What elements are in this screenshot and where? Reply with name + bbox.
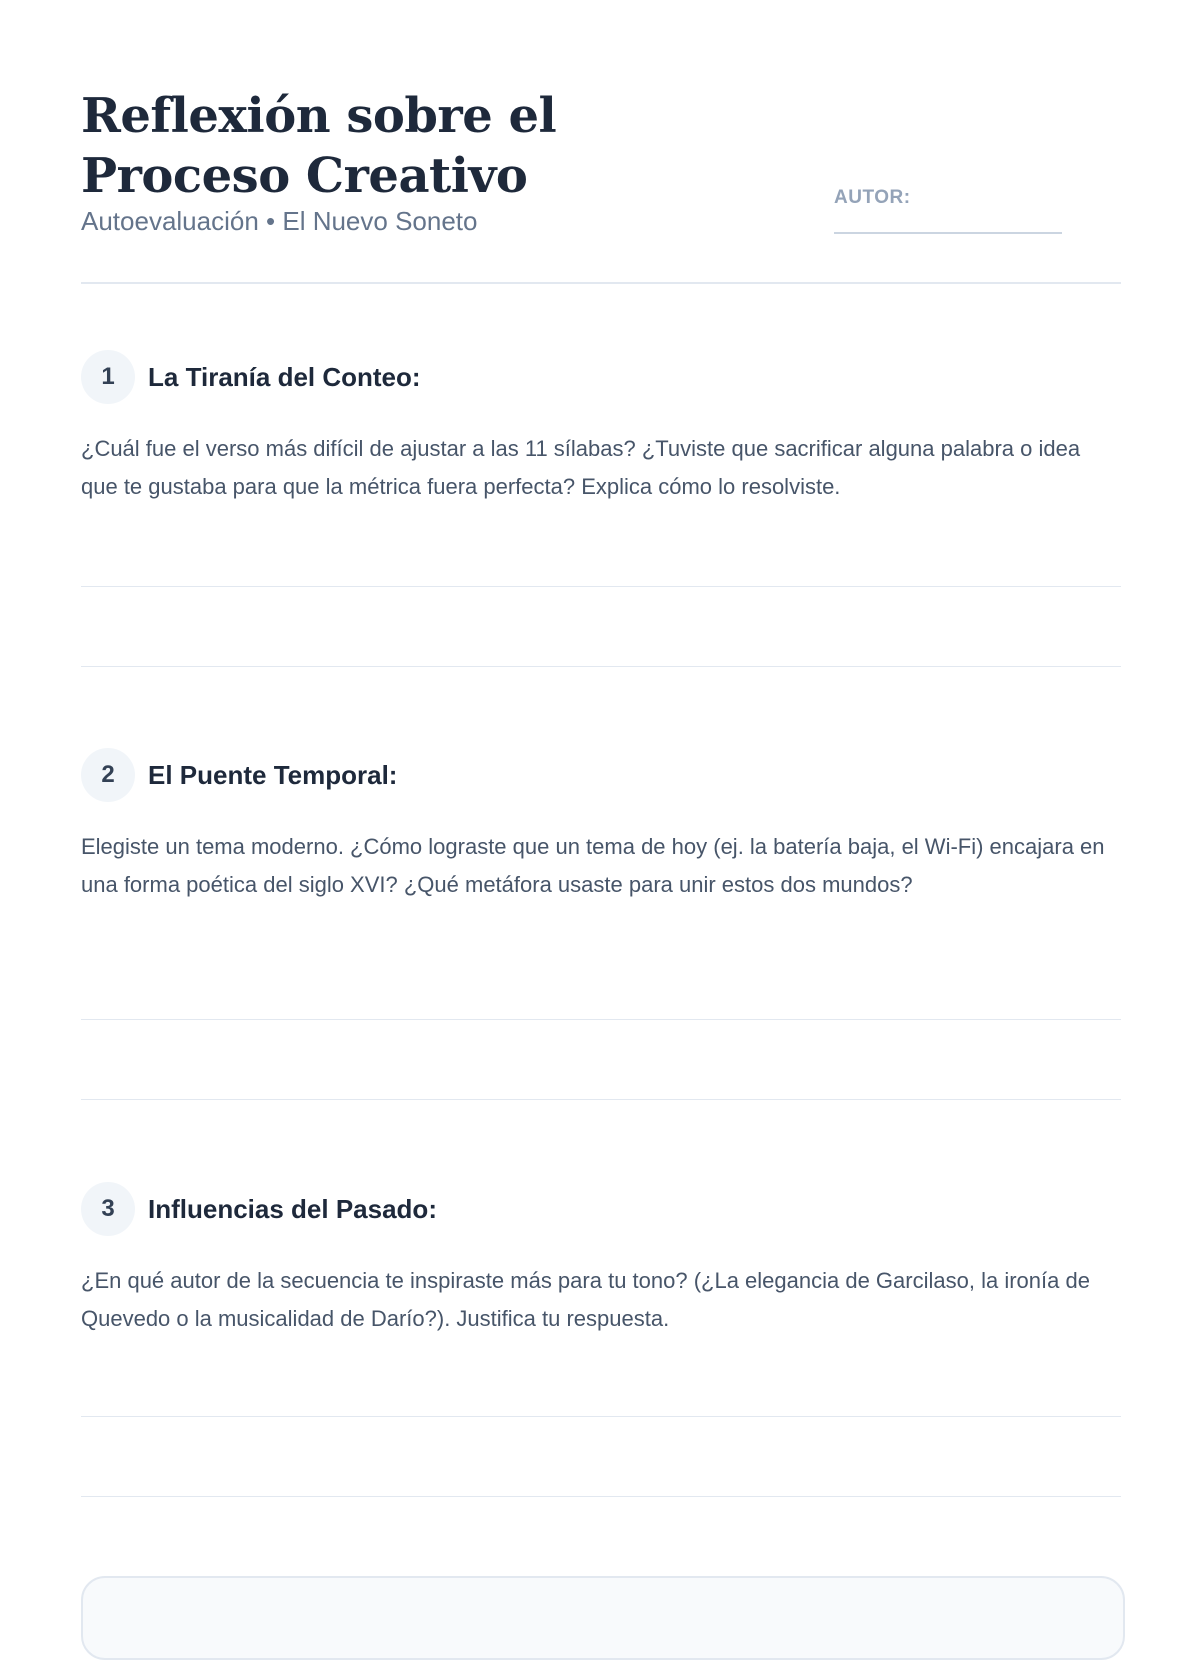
answer-line[interactable] — [81, 586, 1121, 587]
question-prompt: Elegiste un tema moderno. ¿Cómo lograste que un tema de hoy (ej. la batería baja, el Wi-Fi) encajara en una forma poética del siglo XVI? ¿Qué metáfora usaste para unir estos dos mundos? — [81, 834, 1105, 897]
question-number-badge: 3 — [81, 1182, 135, 1236]
question-number-badge: 1 — [81, 350, 135, 404]
question-prompt: ¿En qué autor de la secuencia te inspiraste más para tu tono? (¿La elegancia de Garcilaso, la ironía de Quevedo o la musicalidad de Darío?). Justifica tu respuesta. — [81, 1268, 1090, 1331]
worksheet-header — [81, 80, 1121, 284]
question-title: El Puente Temporal: — [148, 760, 398, 790]
author-input-line[interactable] — [834, 232, 1062, 234]
answer-line[interactable] — [81, 1496, 1121, 1497]
question-title: La Tiranía del Conteo: — [148, 362, 421, 392]
answer-line[interactable] — [81, 1019, 1121, 1020]
question-number-badge: 2 — [81, 748, 135, 802]
question-title: Influencias del Pasado: — [148, 1194, 437, 1224]
question-header — [81, 350, 1121, 404]
page-subtitle: Autoevaluación • El Nuevo Soneto — [81, 206, 478, 236]
question-header — [81, 1182, 1121, 1236]
author-field — [834, 186, 1062, 234]
answer-line[interactable] — [81, 666, 1121, 667]
worksheet-page — [81, 0, 1121, 1600]
page-title: Reflexión sobre el Proceso Creativo — [81, 88, 557, 204]
bottom-card — [81, 1576, 1125, 1660]
question-header — [81, 748, 1121, 802]
author-label: AUTOR: — [834, 187, 911, 208]
answer-line[interactable] — [81, 1416, 1121, 1417]
question-prompt: ¿Cuál fue el verso más difícil de ajustar a las 11 sílabas? ¿Tuviste que sacrificar alguna palabra o idea que te gustaba para que la métrica fuera perfecta? Explica cómo lo resolviste. — [81, 436, 1081, 499]
answer-line[interactable] — [81, 1099, 1121, 1100]
